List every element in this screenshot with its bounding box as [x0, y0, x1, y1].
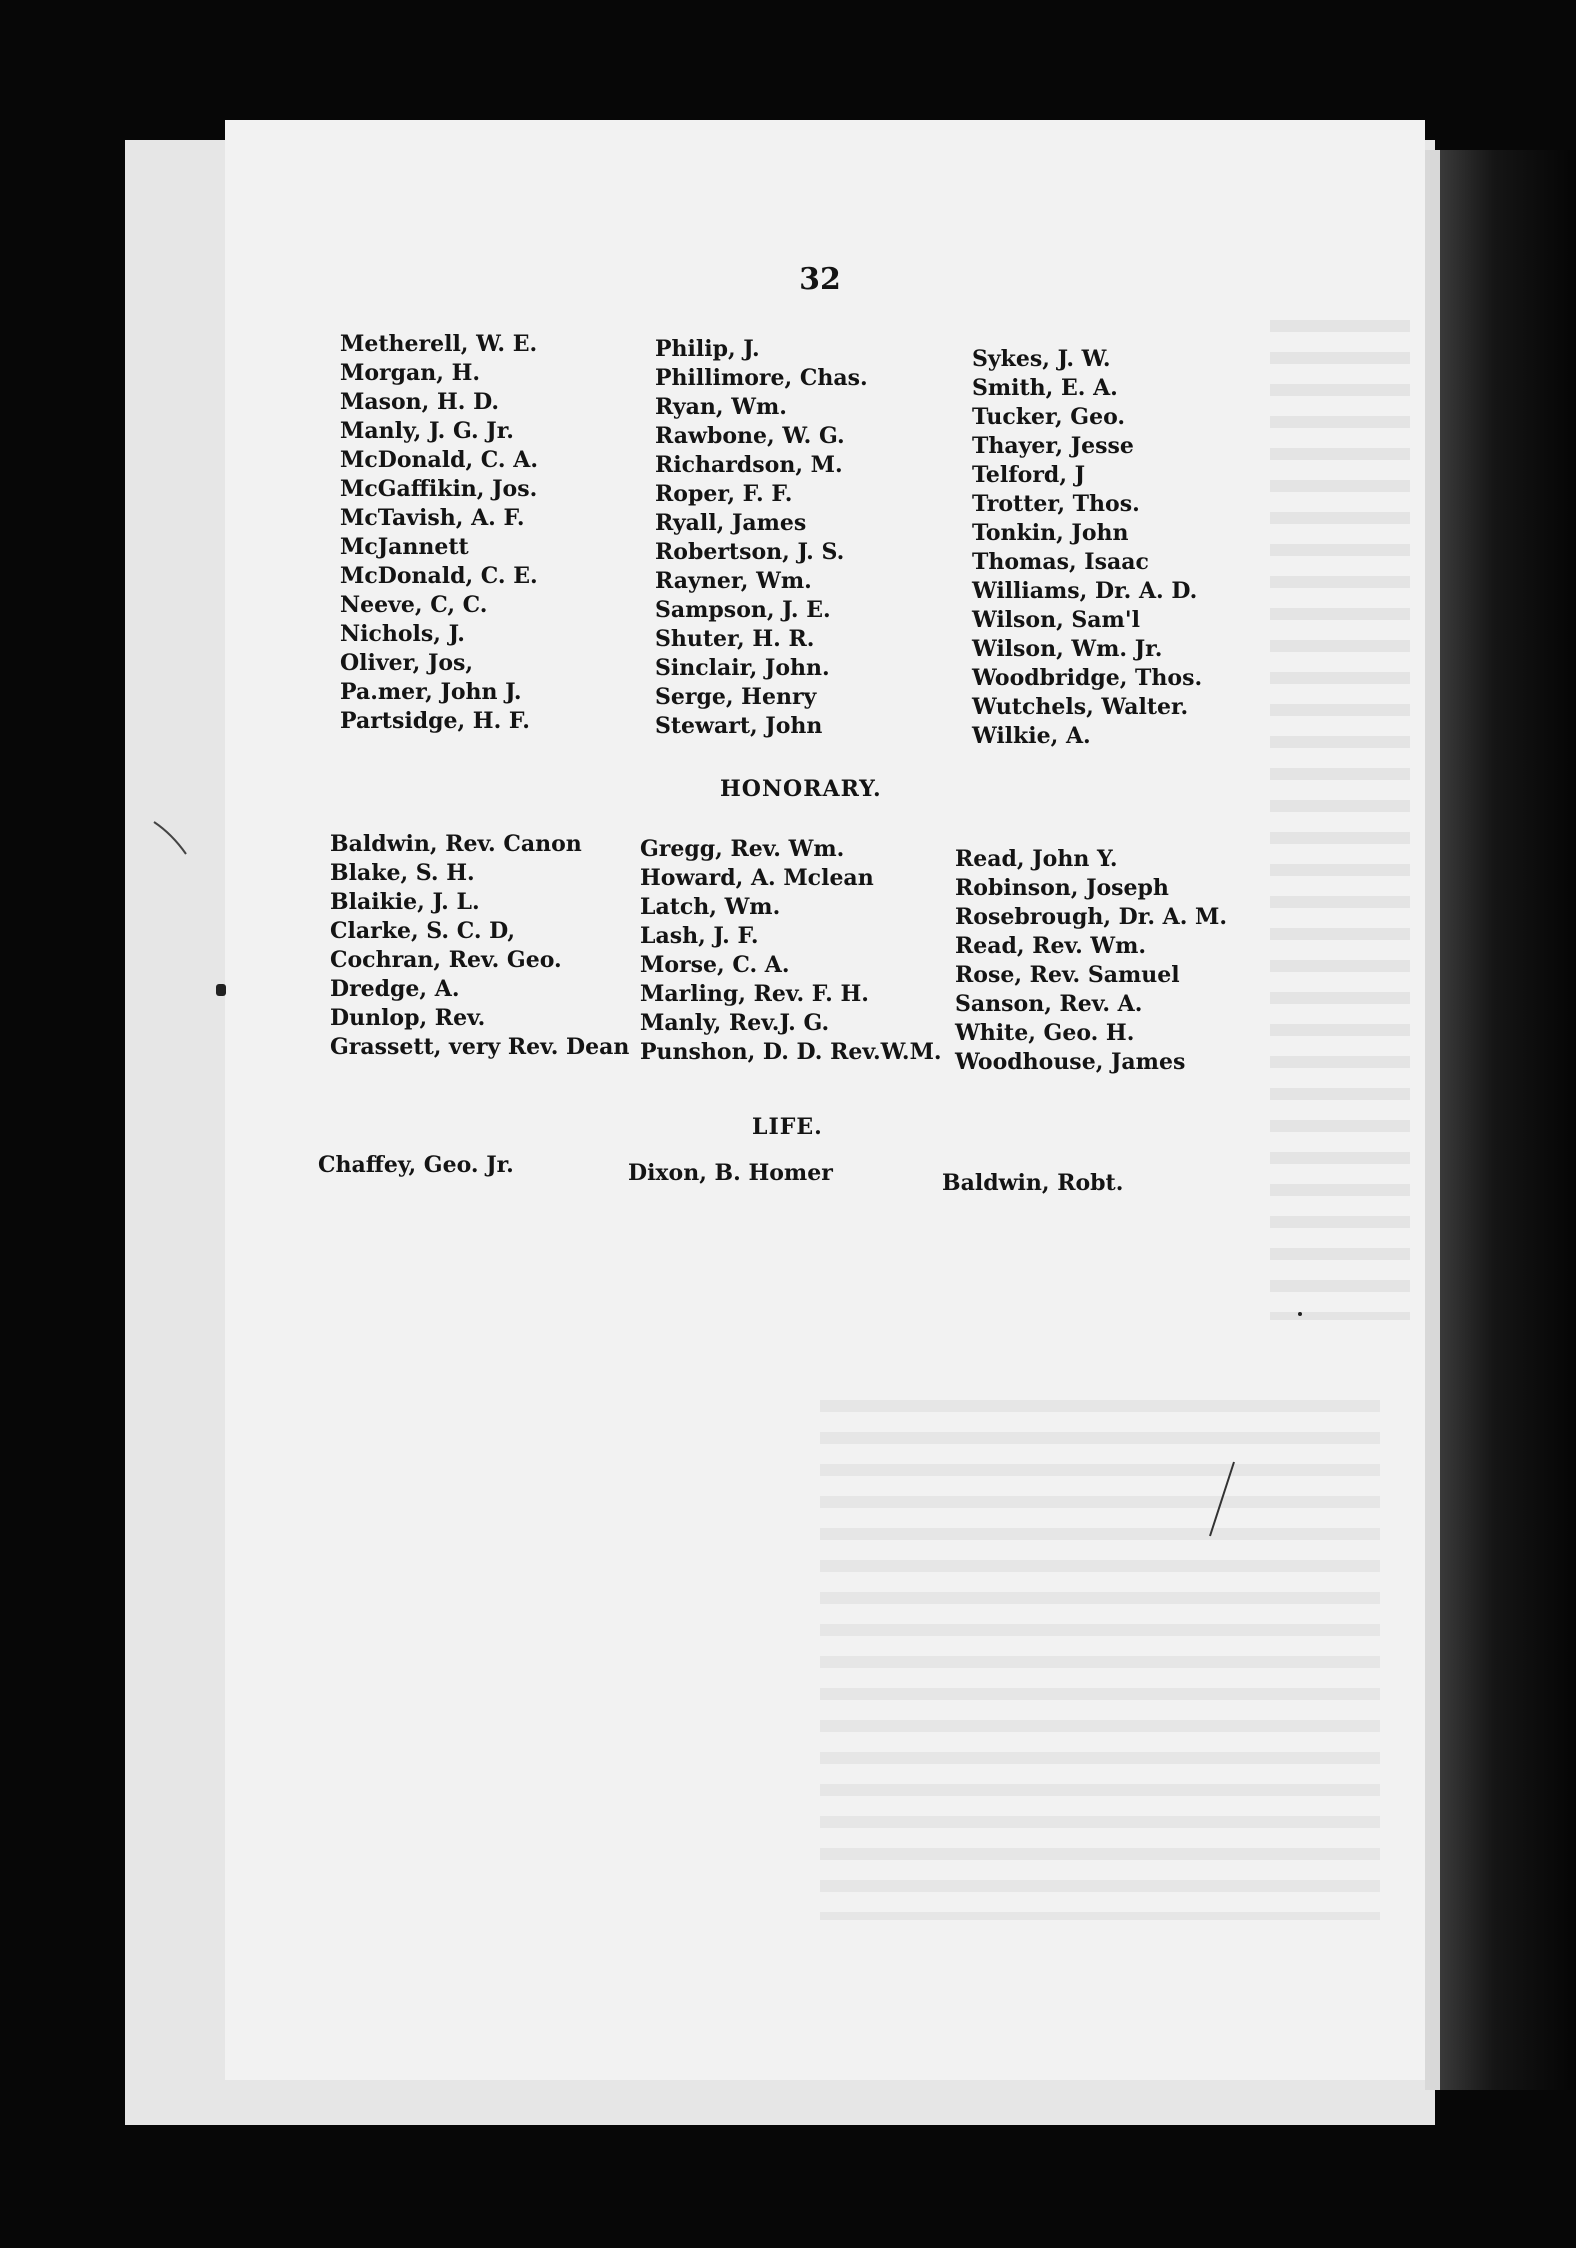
list-item: Woodhouse, James — [955, 1049, 1186, 1075]
list-item: Robertson, J. S. — [655, 539, 845, 565]
list-item: Tucker, Geo. — [972, 404, 1126, 430]
list-item: Thayer, Jesse — [972, 433, 1134, 459]
list-item: Mason, H. D. — [340, 389, 500, 415]
list-item: Morgan, H. — [340, 360, 481, 386]
list-item: Clarke, S. C. D, — [330, 918, 516, 944]
list-item: Oliver, Jos, — [340, 650, 474, 676]
list-item: Blaikie, J. L. — [330, 889, 480, 915]
pencil-stroke — [152, 820, 192, 860]
pencil-stroke — [1200, 1460, 1240, 1540]
list-item: Shuter, H. R. — [655, 626, 815, 652]
list-item: Manly, J. G. Jr. — [340, 418, 514, 444]
list-item: McJannett — [340, 534, 469, 560]
list-item: Manly, Rev.J. G. — [640, 1010, 830, 1036]
list-item: Lash, J. F. — [640, 923, 759, 949]
list-item: Serge, Henry — [655, 684, 817, 710]
honorary-column-3 — [955, 845, 1227, 1077]
list-item: Philip, J. — [655, 336, 760, 362]
list-item: Latch, Wm. — [640, 894, 781, 920]
list-item: Robinson, Joseph — [955, 875, 1169, 901]
list-item: Smith, E. A. — [972, 375, 1118, 401]
list-item: Sanson, Rev. A. — [955, 991, 1143, 1017]
list-item: Metherell, W. E. — [340, 331, 538, 357]
members-column-1 — [340, 330, 538, 736]
list-item: Punshon, D. D. Rev.W.M. — [640, 1039, 942, 1065]
list-item: Rawbone, W. G. — [655, 423, 845, 449]
list-item: Dredge, A. — [330, 976, 460, 1002]
members-column-3 — [972, 345, 1202, 751]
list-item: McGaffikin, Jos. — [340, 476, 538, 502]
life-member-2: Dixon, B. Homer — [628, 1160, 833, 1186]
list-item: Morse, C. A. — [640, 952, 790, 978]
list-item: Baldwin, Rev. Canon — [330, 831, 582, 857]
ink-mark — [1298, 1312, 1302, 1316]
page-number: 32 — [799, 262, 841, 297]
life-member-3: Baldwin, Robt. — [942, 1170, 1124, 1196]
list-item: Gregg, Rev. Wm. — [640, 836, 845, 862]
list-item: Phillimore, Chas. — [655, 365, 868, 391]
list-item: Sykes, J. W. — [972, 346, 1111, 372]
list-item: Wilson, Wm. Jr. — [972, 636, 1163, 662]
list-item: Sinclair, John. — [655, 655, 830, 681]
list-item: White, Geo. H. — [955, 1020, 1135, 1046]
list-item: Sampson, J. E. — [655, 597, 831, 623]
life-member-1: Chaffey, Geo. Jr. — [318, 1152, 514, 1178]
scan-shadow — [1440, 150, 1576, 2090]
list-item: Stewart, John — [655, 713, 823, 739]
honorary-column-2 — [640, 835, 942, 1067]
list-item: Howard, A. Mclean — [640, 865, 874, 891]
list-item: Trotter, Thos. — [972, 491, 1140, 517]
ink-mark — [216, 984, 226, 996]
list-item: Wilkie, A. — [972, 723, 1091, 749]
honorary-heading: HONORARY. — [720, 776, 882, 802]
list-item: Read, Rev. Wm. — [955, 933, 1147, 959]
list-item: Grassett, very Rev. Dean — [330, 1034, 630, 1060]
list-item: Rose, Rev. Samuel — [955, 962, 1180, 988]
members-column-2 — [655, 335, 868, 741]
list-item: Woodbridge, Thos. — [972, 665, 1203, 691]
list-item: Marling, Rev. F. H. — [640, 981, 869, 1007]
list-item: McTavish, A. F. — [340, 505, 525, 531]
list-item: Neeve, C, C. — [340, 592, 488, 618]
list-item: Williams, Dr. A. D. — [972, 578, 1198, 604]
list-item: McDonald, C. E. — [340, 563, 538, 589]
list-item: McDonald, C. A. — [340, 447, 538, 473]
bleed-through-texture-lower — [820, 1400, 1380, 1920]
list-item: Thomas, Isaac — [972, 549, 1149, 575]
list-item: Telford, J — [972, 462, 1086, 488]
list-item: Rayner, Wm. — [655, 568, 812, 594]
list-item: Ryall, James — [655, 510, 807, 536]
list-item: Blake, S. H. — [330, 860, 475, 886]
life-heading: LIFE. — [752, 1114, 823, 1140]
list-item: Ryan, Wm. — [655, 394, 787, 420]
bleed-through-texture — [1270, 320, 1410, 1320]
list-item: Dunlop, Rev. — [330, 1005, 486, 1031]
list-item: Read, John Y. — [955, 846, 1118, 872]
list-item: Roper, F. F. — [655, 481, 793, 507]
list-item: Rosebrough, Dr. A. M. — [955, 904, 1228, 930]
list-item: Pa.mer, John J. — [340, 679, 522, 705]
list-item: Richardson, M. — [655, 452, 843, 478]
list-item: Partsidge, H. F. — [340, 708, 530, 734]
list-item: Tonkin, John — [972, 520, 1129, 546]
list-item: Cochran, Rev. Geo. — [330, 947, 562, 973]
list-item: Wutchels, Walter. — [972, 694, 1189, 720]
list-item: Nichols, J. — [340, 621, 465, 647]
list-item: Wilson, Sam'l — [972, 607, 1140, 633]
honorary-column-1 — [330, 830, 629, 1062]
